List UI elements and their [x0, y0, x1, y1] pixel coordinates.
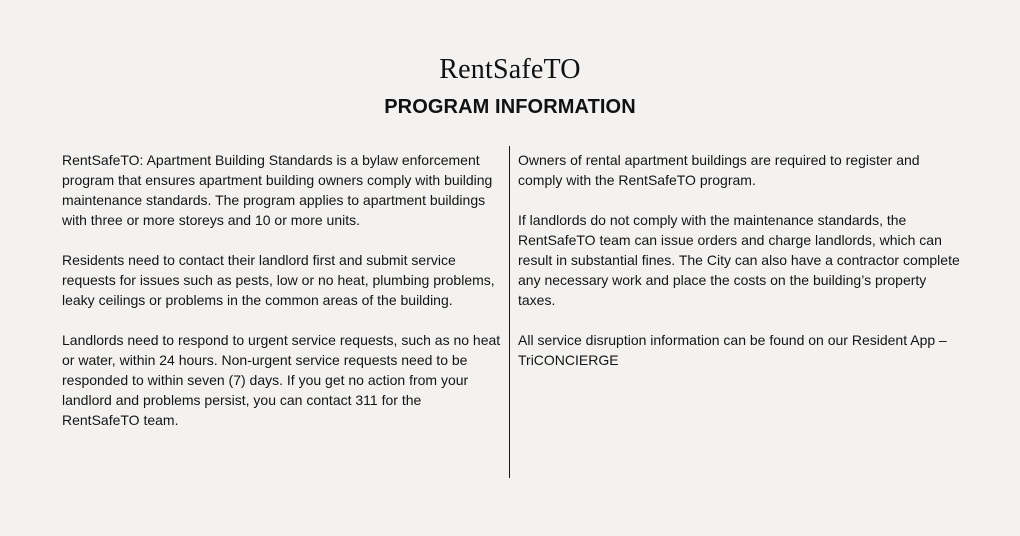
paragraph-landlord-response: Landlords need to respond to urgent service requests, such as no heat or water, within 24 hours. Non-urgent service requests need to be responded to within seven (7) days. If you get no action from your landlord and problems persist, you can contact 311 for the RentSafeTO team. [62, 332, 501, 428]
paragraph-enforcement: If landlords do not comply with the maintenance standards, the RentSafeTO team can issue orders and charge landlords, which can result in substantial fines. The City can also have a contractor complete any necessary work and place the costs on the building’s property taxes. [518, 212, 960, 308]
paragraph-owner-registration: Owners of rental apartment buildings are required to register and comply with the RentSafeTO program. [518, 152, 920, 188]
paragraph-program-overview: RentSafeTO: Apartment Building Standards is a bylaw enforcement program that ensures apartment building owners comply with building maintenance standards. The program applies to apartment buildings with three or more storeys and 10 or more units. [62, 152, 493, 228]
left-column [62, 150, 502, 450]
column-divider [509, 146, 510, 478]
brand-logo-text: RentSafeTO [439, 54, 581, 85]
paragraph-resident-app: All service disruption information can be found on our Resident App – TriCONCIERGE [518, 332, 947, 368]
page-title: PROGRAM INFORMATION [384, 96, 636, 118]
paragraph-resident-requests: Residents need to contact their landlord first and submit service requests for issues such as pests, low or no heat, plumbing problems, leaky ceilings or problems in the common areas of the building. [62, 252, 495, 308]
right-column [518, 150, 960, 390]
